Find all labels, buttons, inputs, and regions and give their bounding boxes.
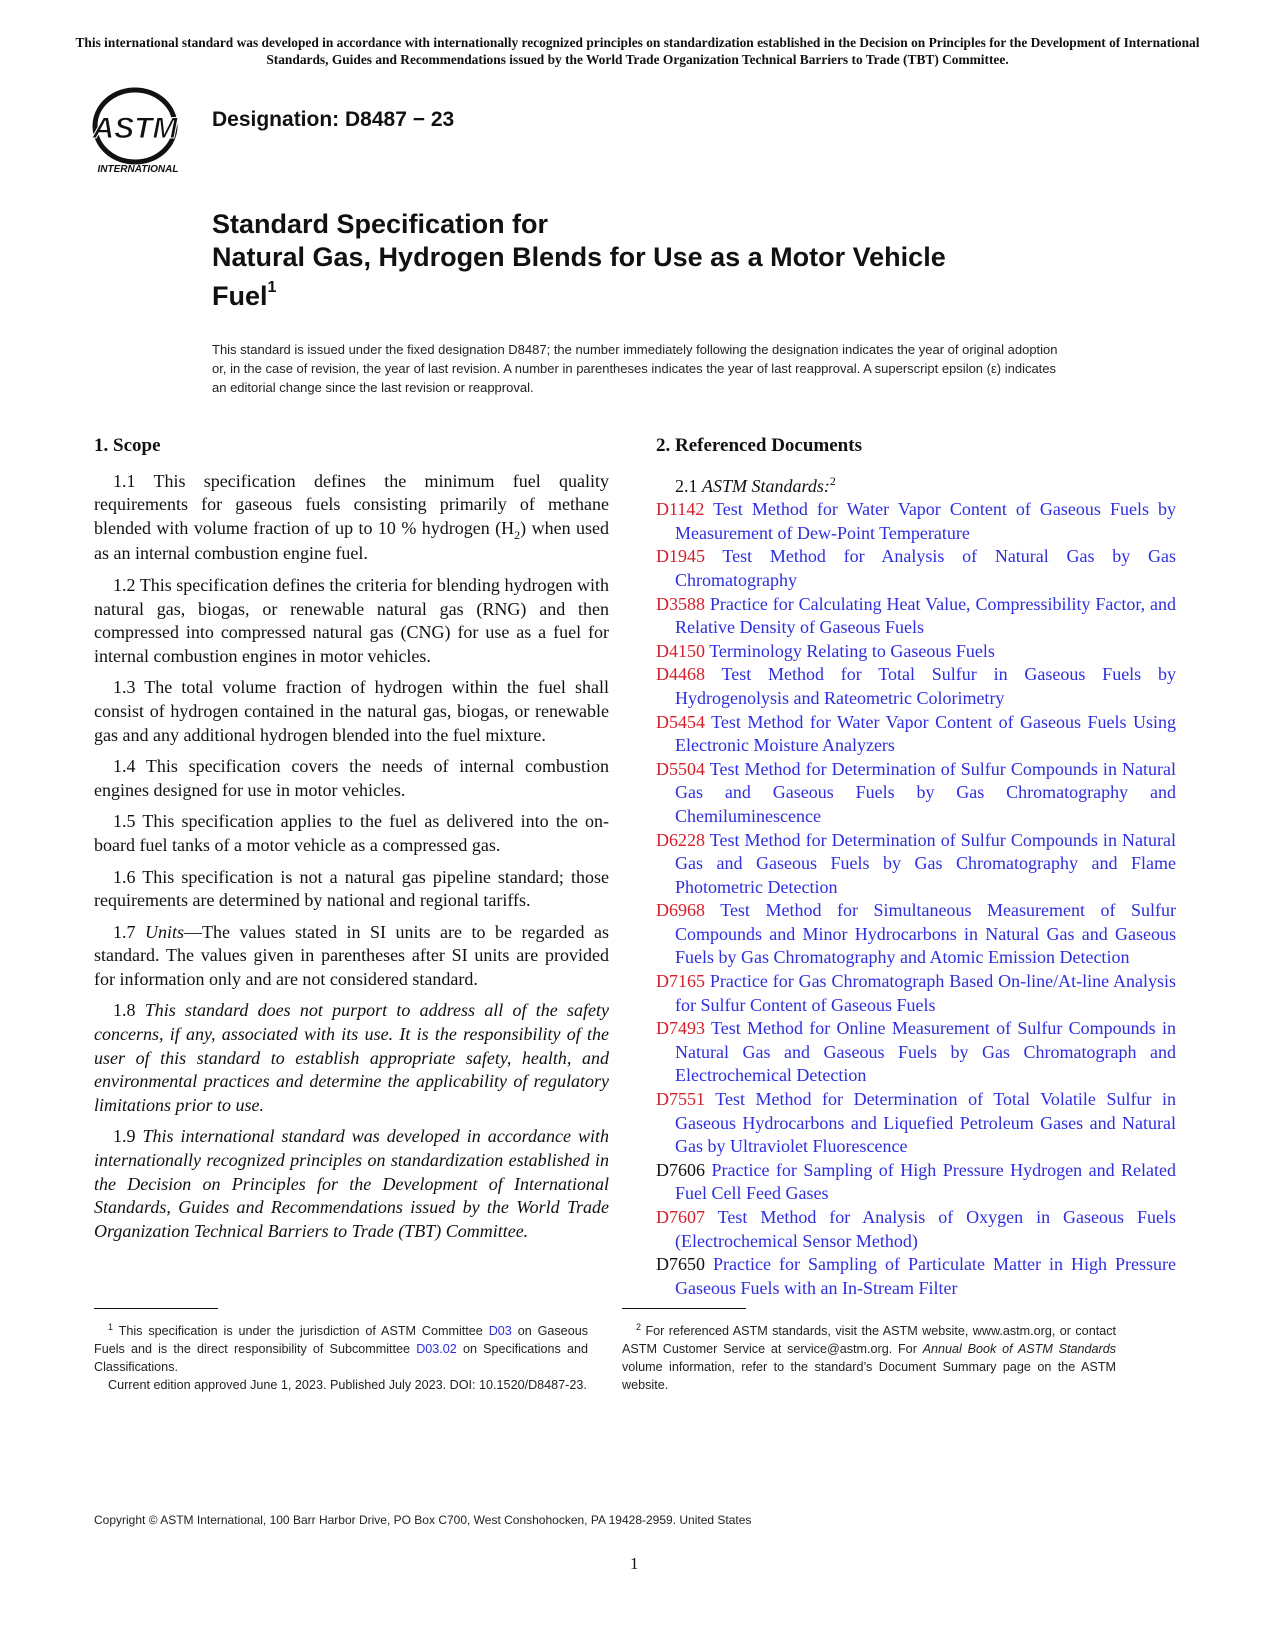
scope-para-1-3: 1.3 The total volume fraction of hydrogen within the fuel shall consist of hydrogen contained in the natural gas, biogas, or renewable gas and any additional hydrogen blended into the fuel mixture. [94,677,609,745]
scope-para-1-8: 1.8 This standard does not purport to address all of the safety concerns, if any, associated with its use. It is the responsibility of the user of this standard to establish appropriate safety, health, and environmental practices and determine the applicability of regulatory limitations prior to use. [94,1000,610,1115]
reference-item [656,640,1176,664]
reference-code-link: D7606 [656,1159,705,1180]
title-line-2: Natural Gas, Hydrogen Blends for Use as a Motor Vehicle [212,242,946,272]
reference-title-link[interactable]: Test Method for Analysis of Oxygen in Gaseous Fuels (Electrochemical Sensor Method) [675,1207,1176,1251]
reference-code-link[interactable]: D3588 [656,593,705,614]
title-line-3: Fuel [212,281,268,311]
reference-item [656,711,1176,758]
document-title [212,208,1082,313]
issued-statement: This standard is issued under the fixed designation D8487; the number immediately following the designation indicates the year of original adoption or, in the case of revision, the year of last revision. A number in parentheses indicates the year of last reapproval. A superscript epsilon (ε) indicates an editorial change since the last revision or reapproval. [212,342,1058,395]
reference-code-link[interactable]: D7165 [656,971,705,992]
title-footnote-mark: 1 [267,279,277,296]
scope-para-1-6: 1.6 This specification is not a natural gas pipeline standard; those requirements are determined by national and regional tariffs. [94,866,609,911]
reference-item [656,1017,1176,1088]
reference-code-link[interactable]: D7551 [656,1089,705,1110]
reference-code-link[interactable]: D5504 [656,758,705,779]
footnote-1: $^1$ This specification is under the jurisdiction of ASTM Committee D03 on Gaseous Fuels and is the direct responsibility of Subcommittee D03.02 on Specifications and Classifications. Current edition approved June 1, 2023. Published July 2023. DOI: 10.1520/D8487-23. [94,1322,588,1393]
reference-item [656,829,1176,900]
reference-code-link[interactable]: D6228 [656,829,705,850]
astm-standards-subheading: 2.1 ASTM Standards:$^2$ [675,473,836,496]
svg-text:INTERNATIONAL: INTERNATIONAL [97,164,179,175]
scope-para-1-5: 1.5 This specification applies to the fuel as delivered into the on-board fuel tanks of a motor vehicle as a compressed gas. [94,811,609,855]
footnote-2: $^2$ For referenced ASTM standards, visit the ASTM website, www.astm.org, or contact ASTM Customer Service at service@astm.org. For Annual Book of ASTM Standards volume information, refer to the standard’s Document Summary page on the ASTM website. [622,1322,1116,1393]
reference-title-link[interactable]: Test Method for Determination of Sulfur Compounds in Natural Gas and Gaseous Fuels by Gas Chromatography and Chemiluminescence [675,758,1176,826]
scope-para-1-9: 1.9 This international standard was developed in accordance with internationally recognized principles on standardization established in the Decision on Principles for the Development of International Standards, Guides and Recommendations issued by the World Trade Organization Technical Barriers to Trade (TBT) Committee. [94,1126,609,1241]
reference-item [656,1088,1176,1159]
reference-title-link[interactable]: Practice for Calculating Heat Value, Compressibility Factor, and Relative Density of Gaseous Fuels [675,593,1177,638]
reference-item [656,758,1176,829]
scope-para-1-1: 1.1 This specification defines the minimum fuel quality requirements for gaseous fuels consisting primarily of methane blended with volume fraction of up to 10 % hydrogen $(H_2)$ when used as an internal combustion engine fuel. [94,470,609,564]
reference-item [656,970,1176,1017]
svg-text:ASTM: ASTM [92,112,178,145]
reference-code-link[interactable]: D6968 [656,900,705,921]
reference-code-link[interactable]: D4150 [656,640,705,661]
scope-heading: 1. Scope [94,435,161,456]
reference-item [656,1206,1176,1253]
reference-code-link[interactable]: D7493 [656,1018,705,1039]
footnote-divider-right [622,1308,746,1309]
scope-para-1-2: 1.2 This specification defines the criteria for blending hydrogen with natural gas, biogas, or renewable natural gas (RNG) and then compressed into compressed natural gas (CNG) for use as a fuel for internal combustion engines in motor vehicles. [94,574,609,666]
subcommittee-d03-02-link[interactable]: D03.02 [416,1342,457,1357]
reference-item [656,663,1176,710]
copyright-footer: Copyright © ASTM International, 100 Barr Harbor Drive, PO Box C700, West Conshohocken, PA 19428-2959. United States [94,1513,752,1527]
designation: Designation: D8487 − 23 [212,108,455,131]
reference-title-link[interactable]: Test Method for Determination of Total Volatile Sulfur in Gaseous Hydrocarbons and Liquefied Petroleum Gases and Natural Gas by Ultraviolet Fluorescence [675,1089,1176,1157]
committee-d03-link[interactable]: D03 [488,1324,512,1339]
reference-title-link[interactable]: Test Method for Water Vapor Content of Gaseous Fuels by Measurement of Dew-Point Temperature [675,499,1176,543]
reference-item [656,899,1176,970]
reference-title-link[interactable]: Test Method for Total Sulfur in Gaseous Fuels by Hydrogenolysis and Rateometric Colorimetry [675,664,1176,708]
reference-code-link[interactable]: D4468 [656,664,705,685]
reference-title-link[interactable]: Test Method for Water Vapor Content of Gaseous Fuels Using Electronic Moisture Analyzers [675,711,1176,756]
reference-code-link: D7650 [656,1254,705,1275]
reference-title-link[interactable]: Test Method for Simultaneous Measurement of Sulfur Compounds and Minor Hydrocarbons in Natural Gas and Gaseous Fuels by Gas Chromatography and Atomic Emission Detection [675,900,1176,968]
standard-notice: This international standard was developed in accordance with internationally recognized principles on standardization established in the Decision on Principles for the Development of International Standards, Guides and Recommendations issued by the World Trade Organization Technical Barriers to Trade (TBT) Committee. [75,35,1200,67]
scope-column [94,434,609,1251]
reference-item [656,498,1176,545]
reference-title-link[interactable]: Terminology Relating to Gaseous Fuels [709,640,995,661]
reference-item [656,545,1176,592]
scope-para-1-4: 1.4 This specification covers the needs of internal combustion engines designed for use in motor vehicles. [94,756,609,800]
reference-item [656,1253,1176,1300]
reference-list [656,498,1176,1300]
reference-code-link[interactable]: D1945 [656,546,705,567]
reference-title-link[interactable]: Practice for Sampling of High Pressure Hydrogen and Related Fuel Cell Feed Gases [675,1159,1177,1204]
reference-code-link[interactable]: D5454 [656,711,705,732]
reference-title-link[interactable]: Practice for Sampling of Particulate Matter in High Pressure Gaseous Fuels with an In-Stream Filter [675,1254,1176,1298]
reference-code-link[interactable]: D1142 [656,499,705,520]
page-number: 1 [630,1554,639,1573]
reference-title-link[interactable]: Test Method for Analysis of Natural Gas by Gas Chromatography [675,546,1176,590]
reference-item [656,1159,1176,1206]
footnote-divider-left [94,1308,218,1309]
references-heading: 2. Referenced Documents [656,435,862,456]
astm-logo-icon [90,86,200,178]
reference-title-link[interactable]: Practice for Gas Chromatograph Based On-line/At-line Analysis for Sulfur Content of Gaseous Fuels [675,971,1176,1015]
scope-para-1-7: 1.7 Units—The values stated in SI units are to be regarded as standard. The values given in parentheses after SI units are provided for information only and are not considered standard. [94,921,609,989]
reference-title-link[interactable]: Test Method for Online Measurement of Sulfur Compounds in Natural Gas and Gaseous Fuels by Gas Chromatograph and Electrochemical Detection [675,1018,1176,1086]
reference-code-link[interactable]: D7607 [656,1207,705,1227]
reference-title-link[interactable]: Test Method for Determination of Sulfur Compounds in Natural Gas and Gaseous Fuels by Gas Chromatography and Flame Photometric Detection [675,829,1176,897]
title-line-1: Standard Specification for [212,209,549,239]
referenced-documents-column [656,434,1176,1300]
reference-item [656,593,1176,640]
